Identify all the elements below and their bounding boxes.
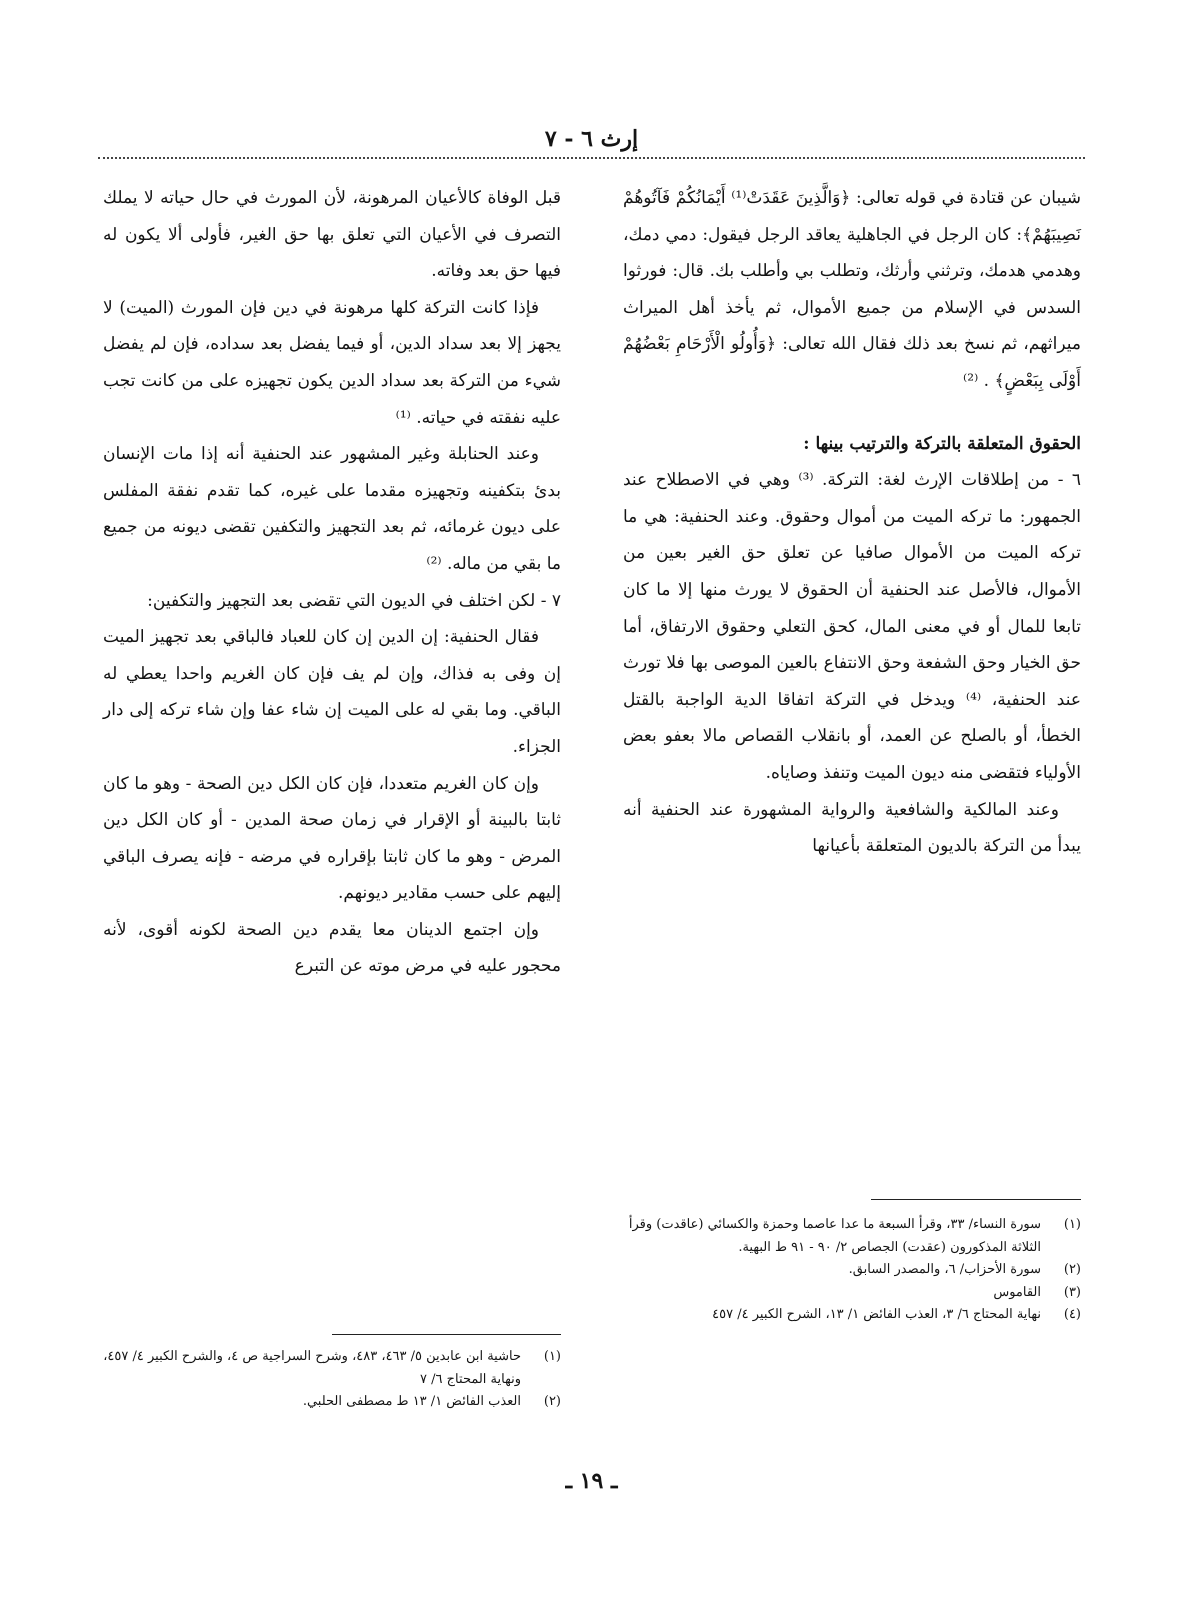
footnote-text: حاشية ابن عابدين ٥/ ٤٦٣، ٤٨٣، وشرح السراجية ص ٤، والشرح الكبير ٤/ ٤٥٧، ونهاية المحتاج ٦/ ٧ — [103, 1349, 521, 1387]
footnotes-left — [103, 1346, 561, 1414]
footnote-number: (٣) — [1063, 1284, 1081, 1300]
running-header: إرث ٦ - ٧ — [544, 126, 639, 152]
footnote-text: العذب الفائض ١/ ١٣ ط مصطفى الحلبي. — [302, 1394, 521, 1409]
paragraph: ٧ - لكن اختلف في الديون التي تقضى بعد التجهيز والتكفين: — [147, 590, 561, 611]
footnote-number: (٢) — [1063, 1262, 1081, 1277]
footnote — [623, 1304, 1081, 1327]
footnote — [623, 1214, 1081, 1259]
footnote — [103, 1346, 561, 1391]
right-column — [623, 180, 1081, 865]
page-number: ـ ١٩ ـ — [565, 1468, 618, 1494]
paragraph: فإذا كانت التركة كلها مرهونة في دين فإن المورث (الميت) لا يجهز إلا بعد سداد الدين، أو فيما يفضل بعد سداده، فإن لم يفضل شيء من التركة بعد سداد الدين يكون تجهيزه على من كانت تجب عليه نفقته في حياته. ⁽¹⁾ — [103, 297, 561, 428]
footnote — [623, 1282, 1081, 1305]
paragraph: شيبان عن قتادة في قوله تعالى: ﴿وَالَّذِينَ عَقَدَتْ⁽¹⁾ أَيْمَانُكُمْ فَآتُوهُمْ نَصِيبَهُمْ﴾: كان الرجل في الجاهلية يعاقد الرجل فيقول: دمي دمك، وهدمي هدمك، وترثني وأرثك، وتطلب بي وأطلب بك. قال: فورثوا السدس في الإسلام من جميع الأموال، ثم يأخذ أهل الميراث ميراثهم، ثم نسخ بعد ذلك فقال الله تعالى: ﴿وَأُولُو الْأَرْحَامِ بَعْضُهُمْ أَوْلَى بِبَعْضٍ﴾ . ⁽²⁾ — [623, 188, 1081, 391]
footnote-divider — [332, 1334, 561, 1335]
paragraph: قبل الوفاة كالأعيان المرهونة، لأن المورث في حال حياته لا يملك التصرف في الأعيان التي تعلق بها حق الغير، فأولى ألا يكون له فيها حق بعد وفاته. — [103, 188, 561, 282]
paragraph: ٦ - من إطلاقات الإرث لغة: التركة. ⁽³⁾ وهي في الاصطلاح عند الجمهور: ما تركه الميت من أموال وحقوق. وعند الحنفية: هي ما تركه الميت من الأموال صافيا عن تعلق حق الغير بعين من الأموال، فالأصل عند الحنفية أن الحقوق لا يورث منها إلا ما كان تابعا للمال أو في معنى المال، كحق التعلي وحقوق الارتفاق، أما حق الخيار وحق الشفعة وحق الانتفاع بالعين الموصى بها فلا تورث عند الحنفية، ⁽⁴⁾ ويدخل في التركة اتفاقا الدية الواجبة بالقتل الخطأ، أو بالصلح عن العمد، أو بانقلاب القصاص مالا بعفو بعض الأولياء فتقضى منه ديون الميت وتنفذ وصاياه. — [623, 470, 1081, 783]
footnote-text: القاموس — [993, 1284, 1041, 1300]
paragraph: وعند الحنابلة وغير المشهور عند الحنفية أنه إذا مات الإنسان بدئ بتكفينه وتجهيزه مقدما على غيره، كما تقدم نفقة المفلس على ديون غرمائه، ثم بعد التجهيز والتكفين تقضى ديونه من جميع ما بقي من ماله. ⁽²⁾ — [103, 444, 561, 574]
left-column — [103, 180, 561, 985]
footnote-divider — [871, 1199, 1081, 1200]
footnote-text: نهاية المحتاج ٦/ ٣، العذب الفائض ١/ ١٣، الشرح الكبير ٤/ ٤٥٧ — [712, 1307, 1041, 1322]
footnote-number: (١) — [1063, 1217, 1081, 1232]
footnote-number: (٢) — [543, 1394, 561, 1409]
footnote-text: سورة الأحزاب/ ٦، والمصدر السابق. — [848, 1262, 1041, 1277]
header-divider — [98, 157, 1085, 159]
footnote-text: سورة النساء/ ٣٣، وقرأ السبعة ما عدا عاصما وحمزة والكسائي (عاقدت) وقرأ الثلاثة المذكورون (عقدت) الجصاص ٢/ ٩٠ - ٩١ ط البهية. — [628, 1217, 1041, 1255]
footnote-number: (١) — [543, 1349, 561, 1364]
paragraph: فقال الحنفية: إن الدين إن كان للعباد فالباقي بعد تجهيز الميت إن وفى به فذاك، وإن لم يف فإن كان الغريم واحدا يعطي له الباقي. وما بقي له على الميت إن شاء عفا وإن شاء تركه إلى دار الجزاء. — [103, 627, 561, 757]
paragraph: وإن اجتمع الدينان معا يقدم دين الصحة لكونه أقوى، لأنه محجور عليه في مرض موته عن التبرع — [103, 919, 561, 977]
section-heading: الحقوق المتعلقة بالتركة والترتيب بينها : — [803, 433, 1081, 454]
footnote-number: (٤) — [1063, 1307, 1081, 1322]
paragraph: وعند المالكية والشافعية والرواية المشهورة عند الحنفية أنه يبدأ من التركة بالديون المتعلقة بأعيانها — [623, 799, 1081, 857]
footnotes-right — [623, 1214, 1081, 1327]
footnote — [103, 1391, 561, 1414]
paragraph: وإن كان الغريم متعددا، فإن كان الكل دين الصحة - وهو ما كان ثابتا بالبينة أو الإقرار في زمان صحة المدين - أو كان الكل دين المرض - وهو ما كان ثابتا بإقراره في مرضه - فإنه يصرف الباقي إليهم على حسب مقادير ديونهم. — [103, 773, 561, 904]
footnote — [623, 1259, 1081, 1282]
